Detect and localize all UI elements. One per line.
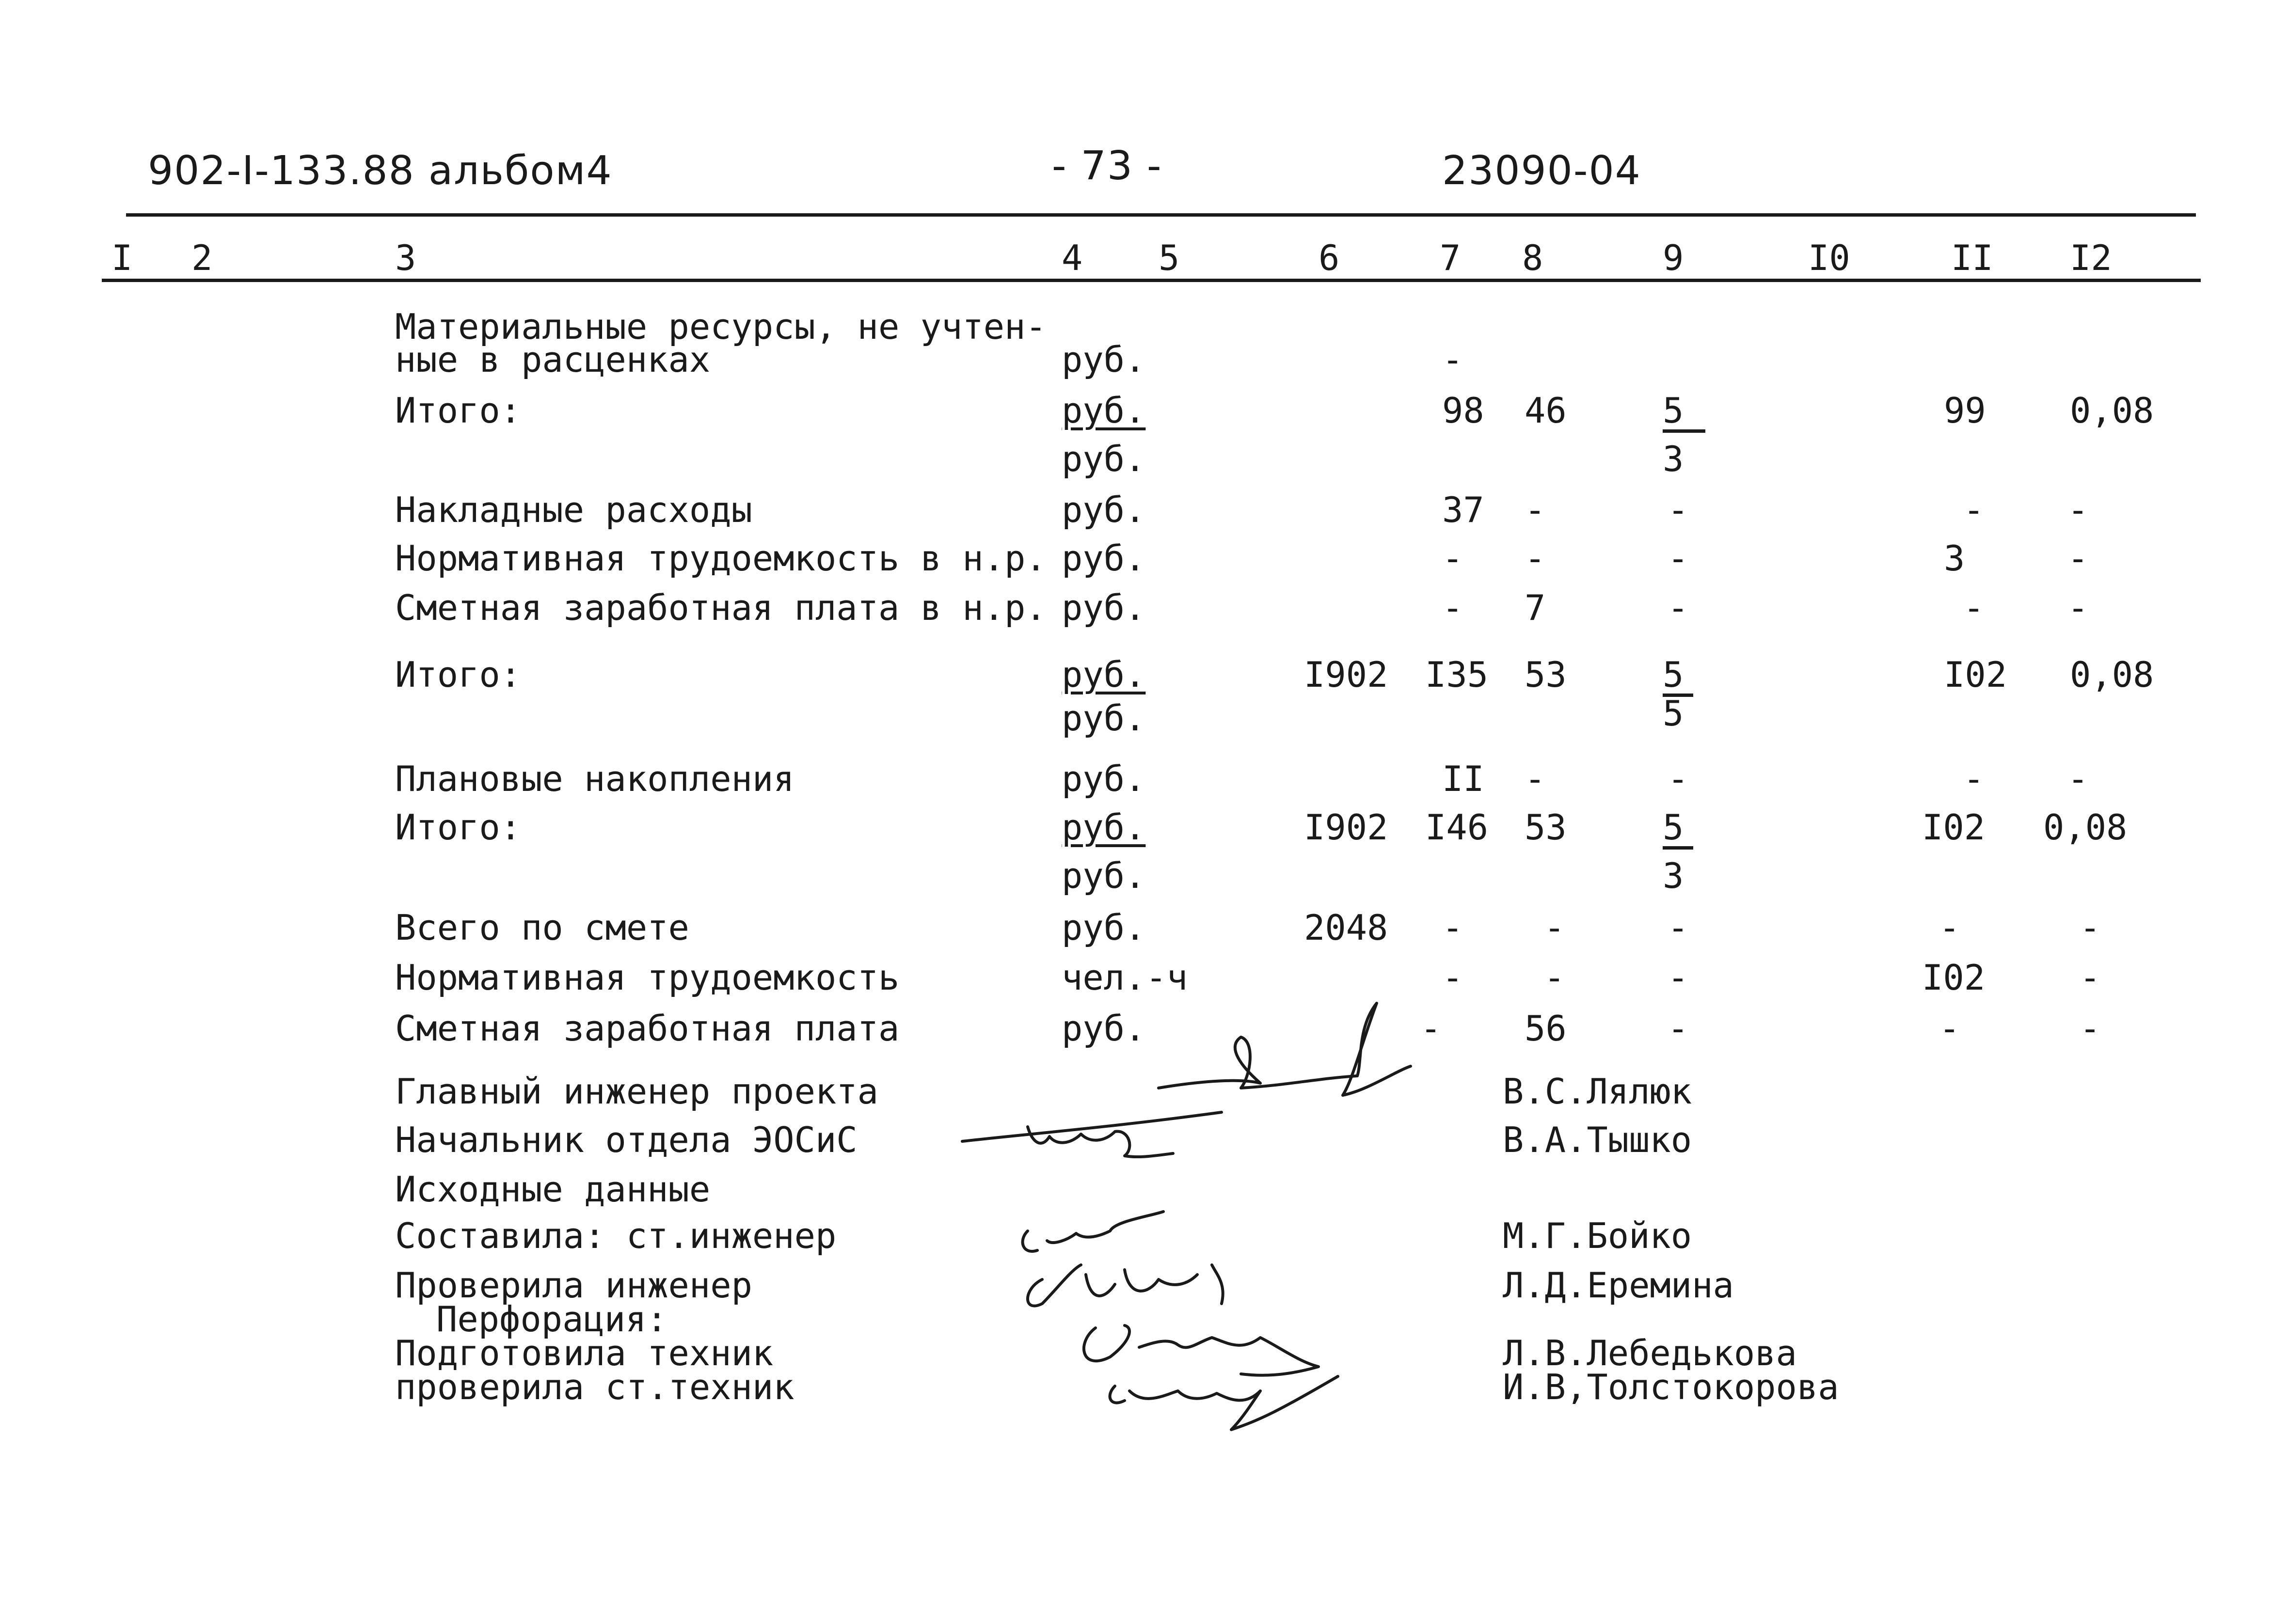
cell-col8: - xyxy=(1544,957,1565,998)
cell-col9: - xyxy=(1668,1008,1689,1049)
cell-col9: - xyxy=(1668,489,1689,530)
row-unit: чел.-ч xyxy=(1062,957,1188,998)
cell-col6: 2048 xyxy=(1304,907,1388,948)
row-name: Нормативная трудоемкость в н.р. xyxy=(395,538,1047,579)
cell-col11: 3 xyxy=(1944,538,1965,579)
column-header: 3 xyxy=(395,237,416,278)
cell-col7: - xyxy=(1420,1008,1442,1049)
cell-col12: - xyxy=(2067,489,2089,530)
cell-col9-denominator: 5 xyxy=(1663,693,1684,734)
row-name: Накладные расходы xyxy=(395,489,752,530)
cell-col7: 98 xyxy=(1442,390,1484,431)
cell-col9: - xyxy=(1668,758,1689,799)
cell-col7: - xyxy=(1442,957,1463,998)
cell-col7: I46 xyxy=(1425,807,1489,848)
cell-col7: - xyxy=(1442,538,1463,579)
column-header: 4 xyxy=(1062,237,1083,278)
cell-col9-numerator: 5 xyxy=(1663,654,1693,697)
row-unit: руб. xyxy=(1062,390,1146,431)
row-unit: руб. xyxy=(1062,907,1146,948)
cell-col12: - xyxy=(2067,538,2089,579)
cell-col11: - xyxy=(1963,587,1985,628)
cell-col11: - xyxy=(1963,489,1985,530)
signature-person: Л.В.Лебедькова xyxy=(1503,1333,1797,1373)
cell-col11: 99 xyxy=(1944,390,1986,431)
cell-col7: II xyxy=(1442,758,1484,799)
cell-col7: - xyxy=(1442,907,1463,948)
row-name: Итого: xyxy=(395,654,522,695)
column-header: II xyxy=(1951,237,1993,278)
cell-col8: 56 xyxy=(1525,1008,1567,1049)
row-name: Итого: xyxy=(395,807,522,848)
signature-role: Исходные данные xyxy=(395,1169,711,1210)
cell-col7: - xyxy=(1442,339,1463,380)
cell-col6: I902 xyxy=(1304,807,1388,848)
signature-person: И.В,Толстокорова xyxy=(1503,1367,1839,1407)
signature-role: Перфорация: xyxy=(436,1299,667,1340)
cell-col8: - xyxy=(1544,907,1565,948)
cell-col7: I35 xyxy=(1425,654,1489,695)
signature-mark xyxy=(1159,1003,1411,1095)
cell-col12: 0,08 xyxy=(2043,807,2128,848)
cell-col9-numerator: 5 xyxy=(1663,390,1705,433)
cell-col9-denominator: 3 xyxy=(1663,439,1684,479)
row-name: Материальные ресурсы, не учтен- xyxy=(395,306,1047,347)
row-name: Всего по смете xyxy=(395,907,689,948)
row-name: Плановые накопления xyxy=(395,758,794,799)
project-number: 23090-04 xyxy=(1442,148,1641,194)
cell-col7: - xyxy=(1442,587,1463,628)
cell-col6: I902 xyxy=(1304,654,1388,695)
cell-col8: 53 xyxy=(1525,807,1567,848)
signature-role: Начальник отдела ЭОСиС xyxy=(395,1119,858,1160)
cell-col9-numerator: 5 xyxy=(1663,807,1693,850)
cell-col12: - xyxy=(2067,587,2089,628)
cell-col7: 37 xyxy=(1442,489,1484,530)
signature-role: Подготовила техник xyxy=(395,1333,774,1373)
cell-col12: - xyxy=(2080,957,2101,998)
column-header: 9 xyxy=(1663,237,1684,278)
row-unit-secondary: руб. xyxy=(1062,855,1146,896)
cell-col9: - xyxy=(1668,957,1689,998)
signature-role: проверила ст.техник xyxy=(395,1367,794,1407)
cell-col12: - xyxy=(2080,1008,2101,1049)
signature-mark xyxy=(1028,1265,1223,1306)
cell-col11: - xyxy=(1963,758,1985,799)
row-unit: руб. xyxy=(1062,807,1146,848)
row-unit: руб. xyxy=(1062,587,1146,628)
cell-col9: - xyxy=(1668,907,1689,948)
cell-col9: - xyxy=(1668,587,1689,628)
column-header: I2 xyxy=(2070,237,2112,278)
column-header: 8 xyxy=(1522,237,1543,278)
signature-mark xyxy=(1110,1376,1338,1430)
cell-col8: - xyxy=(1525,758,1546,799)
cell-col11: - xyxy=(1939,1008,1960,1049)
row-unit: руб. xyxy=(1062,489,1146,530)
column-header: 7 xyxy=(1440,237,1461,278)
column-header: 6 xyxy=(1319,237,1340,278)
cell-col12: 0,08 xyxy=(2070,654,2154,695)
row-unit: руб. xyxy=(1062,339,1146,380)
column-header: I0 xyxy=(1808,237,1850,278)
cell-col12: - xyxy=(2080,907,2101,948)
row-name: ные в расценках xyxy=(395,339,711,380)
signature-role: Проверила инженер xyxy=(395,1265,752,1306)
cell-col8: 53 xyxy=(1525,654,1567,695)
signature-person: М.Г.Бойко xyxy=(1503,1215,1692,1256)
signature-mark xyxy=(962,1112,1222,1157)
column-header: I xyxy=(111,237,133,278)
page-number: - 73 - xyxy=(1052,143,1162,189)
signature-mark xyxy=(1084,1325,1319,1375)
signature-role: Главный инженер проекта xyxy=(395,1071,878,1112)
header-rule-top xyxy=(126,213,2196,217)
column-header: 5 xyxy=(1159,237,1180,278)
signature-role: Составила: ст.инженер xyxy=(395,1215,837,1256)
header-rule-bottom xyxy=(102,279,2201,282)
cell-col11: - xyxy=(1939,907,1960,948)
cell-col8: 46 xyxy=(1525,390,1567,431)
row-name: Сметная заработная плата xyxy=(395,1008,900,1049)
row-unit: руб. xyxy=(1062,654,1146,695)
cell-col9: - xyxy=(1668,538,1689,579)
cell-col11: I02 xyxy=(1922,957,1986,998)
row-unit: руб. xyxy=(1062,758,1146,799)
signature-mark xyxy=(1023,1212,1163,1251)
row-unit-secondary: руб. xyxy=(1062,698,1146,739)
row-name: Сметная заработная плата в н.р. xyxy=(395,587,1047,628)
cell-col8: - xyxy=(1525,538,1546,579)
cell-col11: I02 xyxy=(1944,654,2007,695)
cell-col9-denominator: 3 xyxy=(1663,855,1684,896)
row-unit-secondary: руб. xyxy=(1062,439,1146,479)
row-name: Нормативная трудоемкость xyxy=(395,957,900,998)
row-name: Итого: xyxy=(395,390,522,431)
cell-col8: - xyxy=(1525,489,1546,530)
cell-col12: - xyxy=(2067,758,2089,799)
document-code: 902-I-133.88 альбом4 xyxy=(148,148,613,194)
row-unit: руб. xyxy=(1062,538,1146,579)
cell-col12: 0,08 xyxy=(2070,390,2154,431)
signature-person: В.А.Тышко xyxy=(1503,1119,1692,1160)
signature-person: В.С.Лялюк xyxy=(1503,1071,1692,1112)
cell-col8: 7 xyxy=(1525,587,1546,628)
cell-col11: I02 xyxy=(1922,807,1986,848)
signature-person: Л.Д.Еремина xyxy=(1503,1265,1734,1306)
column-header: 2 xyxy=(191,237,213,278)
row-unit: руб. xyxy=(1062,1008,1146,1049)
